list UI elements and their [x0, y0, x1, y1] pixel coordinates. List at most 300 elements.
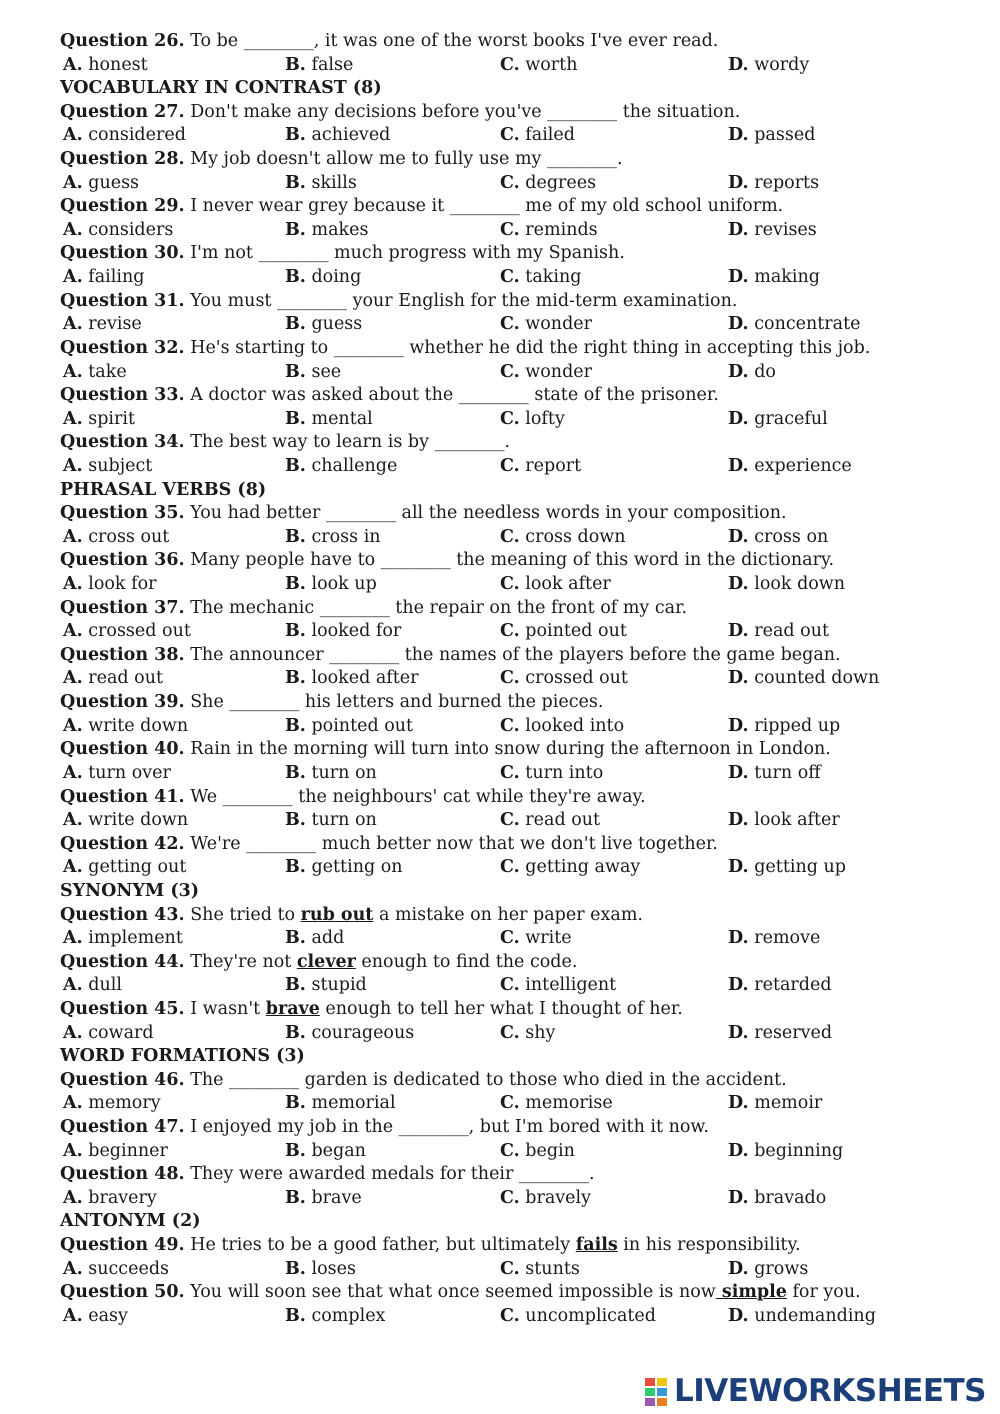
option-text: grows: [754, 1258, 809, 1279]
option-a[interactable]: [63, 856, 186, 880]
option-c[interactable]: [500, 1022, 555, 1046]
option-letter: C.: [500, 455, 520, 476]
option-text: ripped up: [754, 715, 841, 736]
option-letter: D.: [728, 762, 749, 783]
option-c[interactable]: [500, 455, 581, 479]
option-b[interactable]: [285, 1187, 362, 1211]
question-text: You had better ________ all the needless words in your composition.: [184, 503, 787, 524]
option-letter: A.: [63, 668, 83, 689]
option-b[interactable]: [285, 762, 377, 786]
option-c[interactable]: [500, 54, 577, 78]
option-c[interactable]: [500, 620, 627, 644]
option-text: do: [754, 361, 776, 382]
answer-options: [60, 762, 960, 786]
option-letter: C.: [500, 314, 520, 335]
question-label: Question 27.: [60, 101, 185, 122]
option-text: stunts: [525, 1258, 580, 1279]
question-text: Don't make any decisions before you've ________ the situation.: [184, 101, 741, 122]
option-text: turn off: [754, 762, 821, 783]
question-label: Question 26.: [60, 31, 185, 51]
option-a[interactable]: [63, 573, 156, 597]
question-text: I'm not ________ much progress with my Spanish.: [184, 243, 625, 264]
option-text: beginning: [754, 1140, 844, 1161]
question-label: Question 48.: [60, 1164, 185, 1185]
option-text: makes: [311, 219, 369, 240]
option-text: mental: [311, 408, 373, 429]
question-stem: [60, 904, 960, 928]
option-b[interactable]: [285, 124, 390, 148]
option-letter: A.: [63, 1022, 83, 1043]
option-b[interactable]: [285, 1022, 414, 1046]
answer-options: [60, 667, 960, 691]
option-letter: D.: [728, 975, 749, 996]
option-a[interactable]: [63, 1258, 169, 1282]
option-b[interactable]: [285, 667, 419, 691]
question-stem: [60, 738, 960, 762]
option-letter: B.: [285, 975, 306, 996]
option-letter: D.: [728, 574, 749, 595]
question-label: Question 41.: [60, 786, 185, 807]
option-text: memoir: [754, 1093, 823, 1114]
question-stem: [60, 431, 960, 455]
question-text: You must ________ your English for the mid-term examination.: [184, 290, 738, 311]
option-letter: B.: [285, 172, 306, 193]
option-letter: A.: [63, 361, 83, 382]
option-letter: A.: [63, 715, 83, 736]
option-a[interactable]: [63, 266, 144, 290]
question-stem: [60, 833, 960, 857]
option-b[interactable]: [285, 974, 367, 998]
option-b[interactable]: [285, 1258, 356, 1282]
answer-options: [60, 219, 960, 243]
option-a[interactable]: [63, 667, 163, 691]
option-c[interactable]: [500, 266, 581, 290]
question-keyword: brave: [265, 998, 320, 1019]
option-b[interactable]: [285, 856, 403, 880]
question-text: The mechanic ________ the repair on the front of my car.: [184, 597, 688, 618]
option-letter: C.: [500, 715, 520, 736]
option-letter: C.: [500, 1305, 520, 1326]
option-b[interactable]: [285, 1140, 366, 1164]
question-text: The best way to learn is by ________.: [184, 432, 511, 453]
option-a[interactable]: [63, 172, 139, 196]
option-text: revises: [754, 219, 817, 240]
question-text: A doctor was asked about the ________ state of the prisoner.: [184, 385, 719, 406]
question-text: To be ________, it was one of the worst books I've ever read.: [184, 31, 719, 51]
question-label: Question 45.: [60, 998, 185, 1019]
option-text: memorise: [525, 1093, 613, 1114]
answer-options: [60, 573, 960, 597]
option-b[interactable]: [285, 1092, 396, 1116]
option-letter: D.: [728, 621, 749, 642]
question-text: We're ________ much better now that we don't live together.: [184, 833, 718, 854]
option-text: wonder: [525, 314, 593, 335]
option-letter: A.: [63, 762, 83, 783]
option-b[interactable]: [285, 1305, 385, 1329]
question-label: Question 43.: [60, 904, 185, 925]
option-d[interactable]: [728, 1022, 832, 1046]
answer-options: [60, 1258, 960, 1282]
question-text-after: enough to find the code.: [355, 951, 578, 972]
question-text: We ________ the neighbours' cat while they're away.: [184, 786, 646, 807]
section-heading: ANTONYM (2): [60, 1211, 201, 1232]
option-letter: A.: [63, 455, 83, 476]
option-letter: B.: [285, 668, 306, 689]
option-c[interactable]: [500, 809, 600, 833]
question-text-after: in his responsibility.: [617, 1235, 801, 1256]
option-a[interactable]: [63, 762, 171, 786]
option-d[interactable]: [728, 361, 776, 385]
answer-options: [60, 1092, 960, 1116]
option-d[interactable]: [728, 1187, 826, 1211]
option-d[interactable]: [728, 620, 829, 644]
option-b[interactable]: [285, 526, 381, 550]
option-letter: B.: [285, 455, 306, 476]
option-text: memory: [88, 1093, 161, 1114]
option-text: cross down: [525, 526, 626, 547]
option-letter: B.: [285, 1093, 306, 1114]
question-stem: [60, 384, 960, 408]
option-text: looked into: [525, 715, 625, 736]
option-letter: C.: [500, 54, 520, 75]
option-d[interactable]: [728, 313, 861, 337]
option-letter: D.: [728, 172, 749, 193]
question-keyword: simple: [715, 1282, 787, 1303]
option-text: getting on: [311, 857, 403, 878]
option-text: honest: [88, 54, 148, 75]
option-d[interactable]: [728, 408, 828, 432]
question-label: Question 42.: [60, 833, 185, 854]
option-c[interactable]: [500, 1258, 580, 1282]
question-stem: [60, 951, 960, 975]
option-b[interactable]: [285, 620, 401, 644]
section-heading: PHRASAL VERBS (8): [60, 479, 267, 500]
option-letter: D.: [728, 54, 749, 75]
option-d[interactable]: [728, 526, 828, 550]
option-letter: B.: [285, 1187, 306, 1208]
option-letter: A.: [63, 219, 83, 240]
option-letter: B.: [285, 54, 306, 75]
option-d[interactable]: [728, 1258, 808, 1282]
option-c[interactable]: [500, 1305, 656, 1329]
question-label: Question 32.: [60, 337, 185, 358]
option-text: uncomplicated: [525, 1305, 656, 1326]
option-letter: B.: [285, 361, 306, 382]
option-text: considers: [88, 219, 174, 240]
option-letter: C.: [500, 172, 520, 193]
question-text: They were awarded medals for their ________.: [184, 1164, 595, 1185]
option-letter: C.: [500, 1022, 520, 1043]
question-keyword: clever: [296, 951, 356, 972]
question-text: The announcer ________ the names of the players before the game began.: [184, 644, 841, 665]
option-text: guess: [88, 172, 140, 193]
option-d[interactable]: [728, 715, 840, 739]
option-text: reminds: [525, 219, 598, 240]
option-text: reports: [754, 172, 820, 193]
option-c[interactable]: [500, 1140, 575, 1164]
question-label: Question 38.: [60, 644, 185, 665]
option-text: doing: [311, 267, 362, 288]
option-letter: D.: [728, 668, 749, 689]
option-d[interactable]: [728, 124, 815, 148]
option-d[interactable]: [728, 172, 819, 196]
option-a[interactable]: [63, 809, 188, 833]
question-stem: [60, 337, 960, 361]
option-text: write: [525, 928, 572, 949]
option-c[interactable]: [500, 974, 616, 998]
option-text: getting up: [754, 857, 846, 878]
option-a[interactable]: [63, 219, 173, 243]
answer-options: [60, 1187, 960, 1211]
question-label: Question 40.: [60, 739, 185, 760]
option-a[interactable]: [63, 54, 148, 78]
option-letter: B.: [285, 1305, 306, 1326]
option-c[interactable]: [500, 124, 575, 148]
question-stem: [60, 1234, 960, 1258]
option-c[interactable]: [500, 927, 572, 951]
answer-options: [60, 54, 960, 78]
option-text: degrees: [525, 172, 597, 193]
option-a[interactable]: [63, 455, 152, 479]
option-text: concentrate: [754, 314, 861, 335]
option-letter: A.: [63, 1305, 83, 1326]
option-text: getting out: [88, 857, 187, 878]
option-letter: D.: [728, 219, 749, 240]
option-letter: D.: [728, 125, 749, 146]
answer-options: [60, 455, 960, 479]
question-stem: [60, 101, 960, 125]
option-d[interactable]: [728, 856, 846, 880]
option-a[interactable]: [63, 1140, 168, 1164]
option-a[interactable]: [63, 526, 169, 550]
option-text: graceful: [754, 408, 828, 429]
option-text: turn on: [311, 810, 377, 831]
option-text: intelligent: [525, 975, 617, 996]
option-c[interactable]: [500, 1092, 613, 1116]
liveworksheets-logo-icon: [645, 1376, 671, 1406]
option-letter: C.: [500, 975, 520, 996]
option-letter: D.: [728, 857, 749, 878]
option-letter: A.: [63, 857, 83, 878]
answer-options: [60, 974, 960, 998]
option-c[interactable]: [500, 313, 592, 337]
option-letter: C.: [500, 1258, 520, 1279]
option-text: memorial: [311, 1093, 396, 1114]
option-d[interactable]: [728, 455, 852, 479]
question-text: She ________ his letters and burned the pieces.: [184, 692, 604, 713]
option-letter: C.: [500, 621, 520, 642]
question-text: You will soon see that what once seemed impossible is now: [184, 1282, 716, 1303]
option-text: report: [525, 455, 582, 476]
option-letter: C.: [500, 762, 520, 783]
answer-options: [60, 526, 960, 550]
option-d[interactable]: [728, 927, 820, 951]
option-d[interactable]: [728, 762, 821, 786]
option-c[interactable]: [500, 361, 592, 385]
option-letter: D.: [728, 928, 749, 949]
question-label: Question 30.: [60, 243, 185, 264]
option-b[interactable]: [285, 172, 357, 196]
option-b[interactable]: [285, 54, 353, 78]
option-letter: A.: [63, 1258, 83, 1279]
option-letter: D.: [728, 1140, 749, 1161]
option-c[interactable]: [500, 1187, 591, 1211]
option-a[interactable]: [63, 1305, 128, 1329]
option-text: skills: [311, 172, 357, 193]
question-text-after: enough to tell her what I thought of her.: [319, 998, 683, 1019]
option-d[interactable]: [728, 219, 817, 243]
option-text: worth: [525, 54, 578, 75]
option-text: pointed out: [525, 621, 627, 642]
option-a[interactable]: [63, 361, 127, 385]
answer-options: [60, 1022, 960, 1046]
question-label: Question 36.: [60, 550, 185, 571]
option-text: making: [754, 267, 820, 288]
option-text: remove: [754, 928, 821, 949]
option-c[interactable]: [500, 667, 628, 691]
option-letter: A.: [63, 125, 83, 146]
option-b[interactable]: [285, 809, 377, 833]
option-letter: A.: [63, 1187, 83, 1208]
option-letter: C.: [500, 1093, 520, 1114]
option-c[interactable]: [500, 715, 624, 739]
option-letter: A.: [63, 810, 83, 831]
question-label: Question 35.: [60, 503, 185, 524]
answer-options: [60, 715, 960, 739]
option-text: courageous: [311, 1022, 415, 1043]
question-stem: [60, 597, 960, 621]
option-text: failed: [525, 125, 575, 146]
worksheet: [60, 30, 960, 1329]
option-text: wordy: [754, 54, 810, 75]
question-stem: [60, 786, 960, 810]
option-d[interactable]: [728, 809, 840, 833]
option-a[interactable]: [63, 408, 135, 432]
option-letter: D.: [728, 455, 749, 476]
option-text: look after: [525, 574, 611, 595]
option-b[interactable]: [285, 455, 397, 479]
option-letter: A.: [63, 621, 83, 642]
question-stem: [60, 148, 960, 172]
option-letter: B.: [285, 1140, 306, 1161]
option-d[interactable]: [728, 667, 879, 691]
option-letter: D.: [728, 408, 749, 429]
option-b[interactable]: [285, 313, 362, 337]
answer-options: [60, 620, 960, 644]
answer-options: [60, 361, 960, 385]
option-letter: A.: [63, 1140, 83, 1161]
option-letter: A.: [63, 172, 83, 193]
option-letter: A.: [63, 574, 83, 595]
option-text: stupid: [311, 975, 367, 996]
option-a[interactable]: [63, 124, 186, 148]
option-letter: C.: [500, 361, 520, 382]
option-letter: B.: [285, 219, 306, 240]
option-a[interactable]: [63, 1187, 157, 1211]
answer-options: [60, 1305, 960, 1329]
option-text: spirit: [88, 408, 136, 429]
option-b[interactable]: [285, 408, 373, 432]
option-letter: D.: [728, 361, 749, 382]
option-b[interactable]: [285, 573, 377, 597]
option-text: pointed out: [311, 715, 414, 736]
option-letter: B.: [285, 715, 306, 736]
option-a[interactable]: [63, 313, 142, 337]
option-text: guess: [311, 314, 363, 335]
option-d[interactable]: [728, 974, 832, 998]
option-d[interactable]: [728, 1092, 822, 1116]
option-text: experience: [754, 455, 852, 476]
section-heading: WORD FORMATIONS (3): [60, 1046, 305, 1067]
option-letter: D.: [728, 1187, 749, 1208]
option-c[interactable]: [500, 856, 640, 880]
option-text: challenge: [311, 455, 398, 476]
option-c[interactable]: [500, 573, 611, 597]
option-text: subject: [88, 455, 153, 476]
question-text: They're not: [184, 951, 297, 972]
option-text: look up: [311, 574, 377, 595]
option-b[interactable]: [285, 219, 368, 243]
question-label: Question 49.: [60, 1235, 185, 1256]
option-b[interactable]: [285, 715, 413, 739]
question-keyword: fails: [575, 1235, 618, 1256]
option-c[interactable]: [500, 762, 603, 786]
option-d[interactable]: [728, 1140, 843, 1164]
option-b[interactable]: [285, 266, 361, 290]
answer-options: [60, 1140, 960, 1164]
option-text: turn over: [88, 762, 171, 783]
option-letter: B.: [285, 267, 306, 288]
question-label: Question 37.: [60, 597, 185, 618]
option-letter: C.: [500, 267, 520, 288]
option-letter: D.: [728, 1258, 749, 1279]
option-c[interactable]: [500, 408, 565, 432]
option-letter: B.: [285, 314, 306, 335]
question-stem: [60, 1069, 960, 1093]
answer-options: [60, 809, 960, 833]
question-label: Question 28.: [60, 149, 185, 170]
option-text: beginner: [88, 1140, 168, 1161]
option-a[interactable]: [63, 974, 122, 998]
option-letter: D.: [728, 1093, 749, 1114]
option-c[interactable]: [500, 219, 598, 243]
answer-options: [60, 927, 960, 951]
option-b[interactable]: [285, 927, 344, 951]
option-a[interactable]: [63, 620, 191, 644]
option-d[interactable]: [728, 573, 845, 597]
option-c[interactable]: [500, 172, 596, 196]
option-a[interactable]: [63, 1022, 154, 1046]
option-text: read out: [88, 668, 164, 689]
option-d[interactable]: [728, 54, 809, 78]
question-text: The ________ garden is dedicated to those who died in the accident.: [184, 1069, 787, 1090]
option-a[interactable]: [63, 715, 188, 739]
question-text: I never wear grey because it ________ me of my old school uniform.: [184, 196, 784, 217]
option-a[interactable]: [63, 927, 183, 951]
option-b[interactable]: [285, 361, 341, 385]
option-d[interactable]: [728, 266, 820, 290]
question-text: He's starting to ________ whether he did the right thing in accepting this job.: [184, 337, 871, 358]
option-d[interactable]: [728, 1305, 876, 1329]
section-heading: VOCABULARY IN CONTRAST (8): [60, 78, 382, 99]
option-letter: B.: [285, 1022, 306, 1043]
option-text: begin: [525, 1140, 575, 1161]
option-a[interactable]: [63, 1092, 161, 1116]
option-text: add: [311, 928, 345, 949]
option-c[interactable]: [500, 526, 626, 550]
option-letter: A.: [63, 928, 83, 949]
option-letter: D.: [728, 1305, 749, 1326]
